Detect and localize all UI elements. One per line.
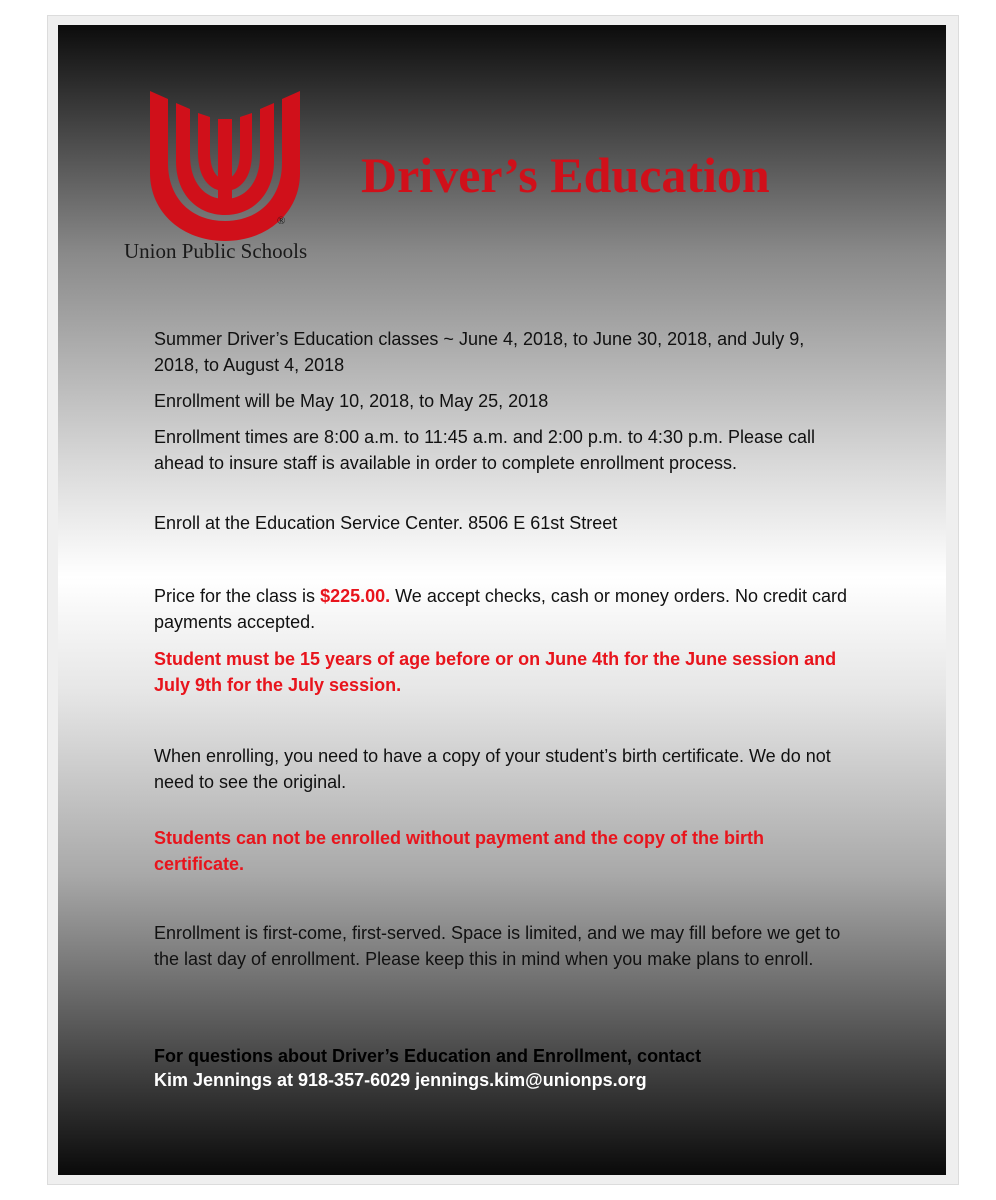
contact-line-1: For questions about Driver’s Education and Enrollment, contact <box>154 1046 702 1066</box>
price-payment-methods: We accept checks, cash or money orders. No credit card payments accepted. <box>154 586 847 632</box>
contact-line-2: Kim Jennings at 918-357-6029 jennings.kim@unionps.org <box>154 1070 647 1090</box>
birth-certificate-paragraph: When enrolling, you need to have a copy of your student’s birth certificate. We do not need to see the original. <box>154 746 831 792</box>
flyer <box>58 25 946 1175</box>
price-amount: $225.00. <box>320 586 391 606</box>
logo-school-name: Union Public Schools <box>124 239 308 263</box>
first-come-paragraph: Enrollment is first-come, first-served. Space is limited, and we may fill before we get to the last day of enrollment. Please keep this in mind when you make plans to enroll. <box>154 923 841 969</box>
price-paragraph <box>154 583 854 635</box>
page-title: Driver’s Education <box>361 147 770 203</box>
enrollment-dates-paragraph: Enrollment will be May 10, 2018, to May 25, 2018 <box>154 391 549 411</box>
logo <box>150 91 310 261</box>
price-intro: Price for the class is <box>154 586 321 606</box>
location-paragraph: Enroll at the Education Service Center. 8506 E 61st Street <box>154 513 618 533</box>
age-requirement-paragraph: Student must be 15 years of age before or on June 4th for the June session and July 9th for the July session. <box>154 649 837 695</box>
enrollment-times-paragraph: Enrollment times are 8:00 a.m. to 11:45 a.m. and 2:00 p.m. to 4:30 p.m. Please call ahead to insure staff is available in order to complete enrollment process. <box>154 427 816 473</box>
payment-requirement-paragraph: Students can not be enrolled without payment and the copy of the birth certificate. <box>154 828 765 874</box>
registered-mark: ® <box>277 215 286 227</box>
classes-paragraph: Summer Driver’s Education classes ~ June 4, 2018, to June 30, 2018, and July 9, 2018, to August 4, 2018 <box>154 329 805 375</box>
